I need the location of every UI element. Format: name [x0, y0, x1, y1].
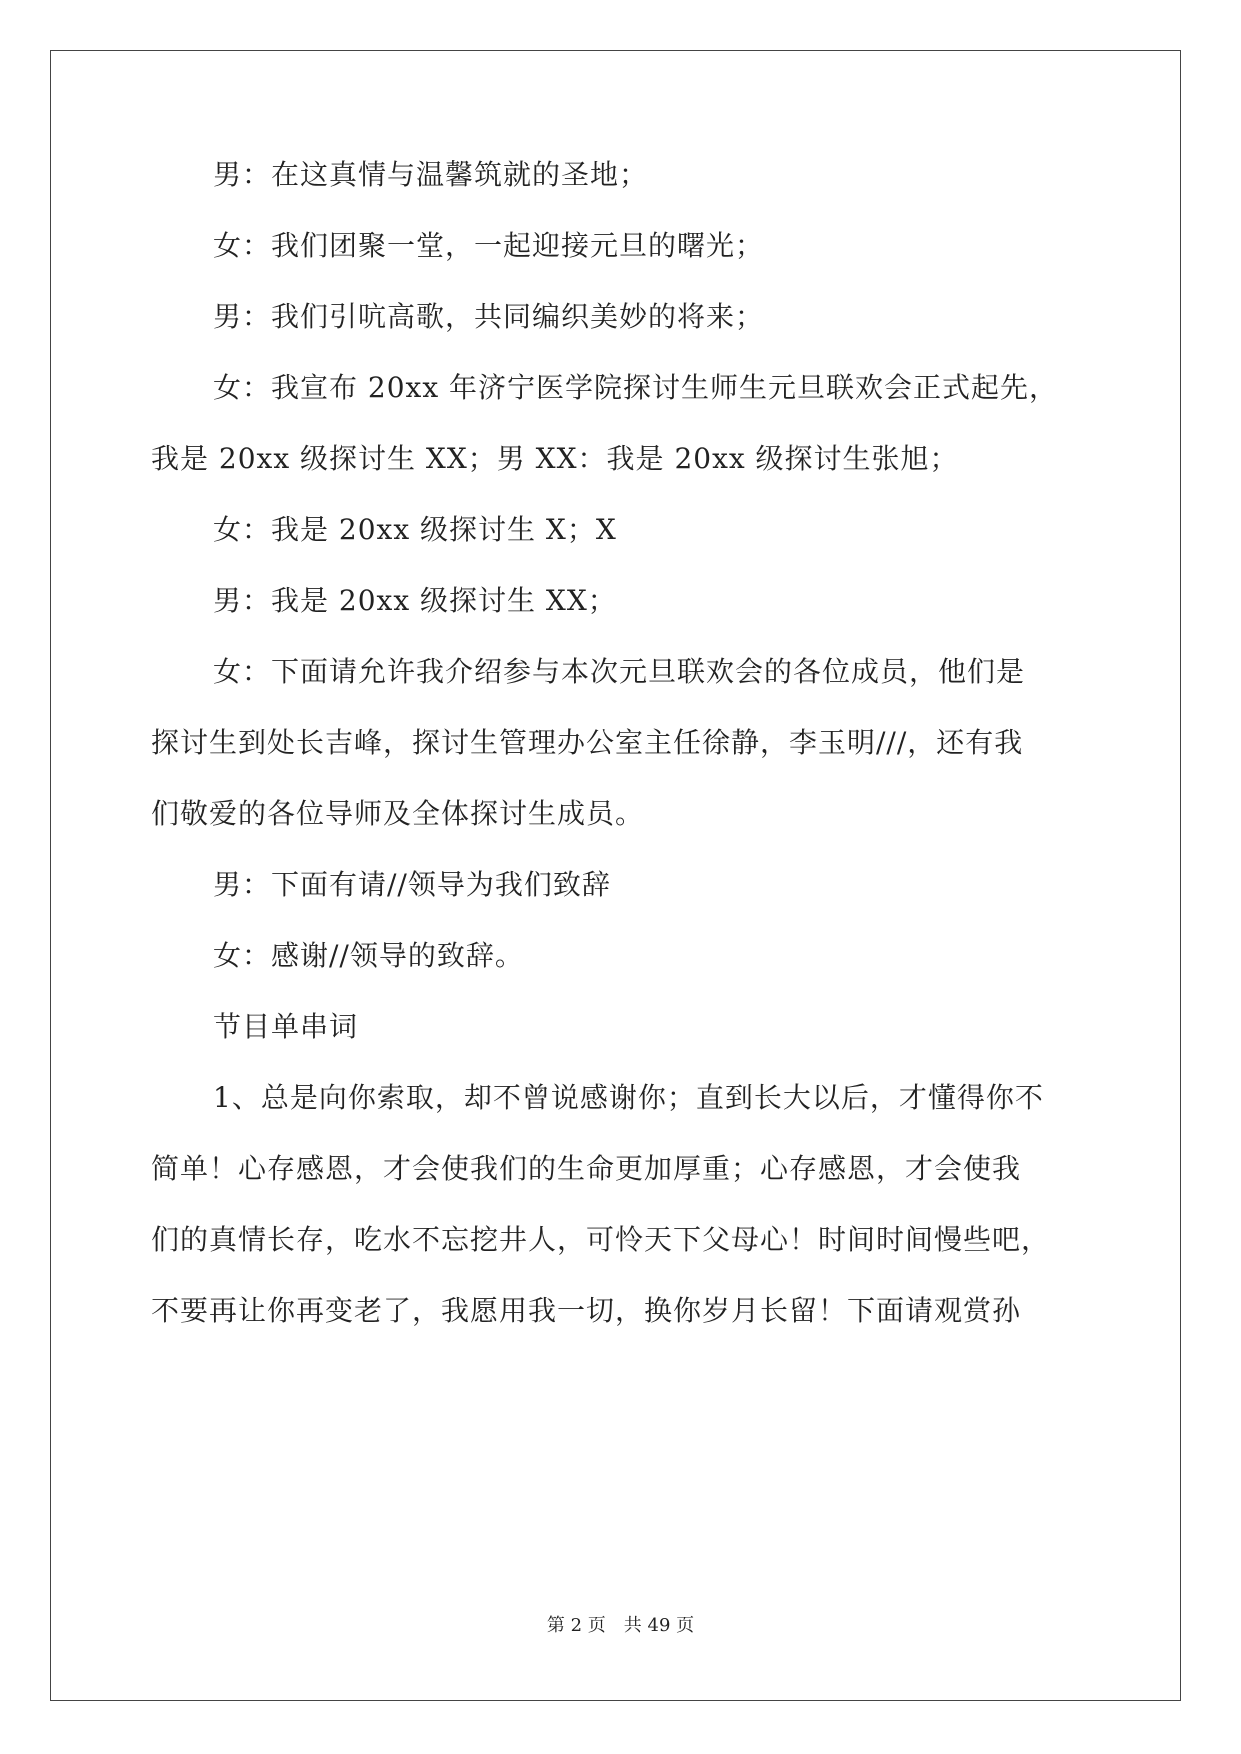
section-heading: 节目单串词: [213, 1010, 359, 1043]
paragraph-line: 男：我们引吭高歌，共同编织美妙的将来；: [213, 300, 765, 333]
page-number: 第 2 页 共 49 页: [546, 1615, 695, 1636]
paragraph-line: 们敬爱的各位导师及全体探讨生成员。: [151, 797, 645, 830]
paragraph-line: 探讨生到处长吉峰，探讨生管理办公室主任徐静，李玉明///，还有我: [151, 726, 1024, 759]
paragraph-line: 女：感谢//领导的致辞。: [213, 939, 524, 972]
paragraph-line: 简单！心存感恩，才会使我们的生命更加厚重；心存感恩，才会使我: [151, 1152, 1022, 1185]
paragraph-line: 女：我们团聚一堂，一起迎接元旦的曙光；: [213, 229, 765, 262]
paragraph-line: 1、总是向你索取，却不曾说感谢你；直到长大以后，才懂得你不: [213, 1081, 1044, 1114]
paragraph-line: 女：我是 20xx 级探讨生 X；X: [213, 513, 617, 546]
paragraph-line: 女：下面请允许我介绍参与本次元旦联欢会的各位成员，他们是: [213, 655, 1026, 688]
paragraph-line: 男：下面有请//领导为我们致辞: [213, 868, 611, 901]
paragraph-line: 们的真情长存，吃水不忘挖井人，可怜天下父母心！时间时间慢些吧，: [151, 1223, 1051, 1256]
paragraph-line: 不要再让你再变老了，我愿用我一切，换你岁月长留！下面请观赏孙: [151, 1294, 1022, 1327]
paragraph-line: 男：在这真情与温馨筑就的圣地；: [213, 158, 649, 191]
paragraph-line: 我是 20xx 级探讨生 XX；男 XX：我是 20xx 级探讨生张旭；: [151, 442, 959, 475]
paragraph-line: 女：我宣布 20xx 年济宁医学院探讨生师生元旦联欢会正式起先，: [213, 371, 1059, 404]
paragraph-line: 男：我是 20xx 级探讨生 XX；: [213, 584, 617, 617]
